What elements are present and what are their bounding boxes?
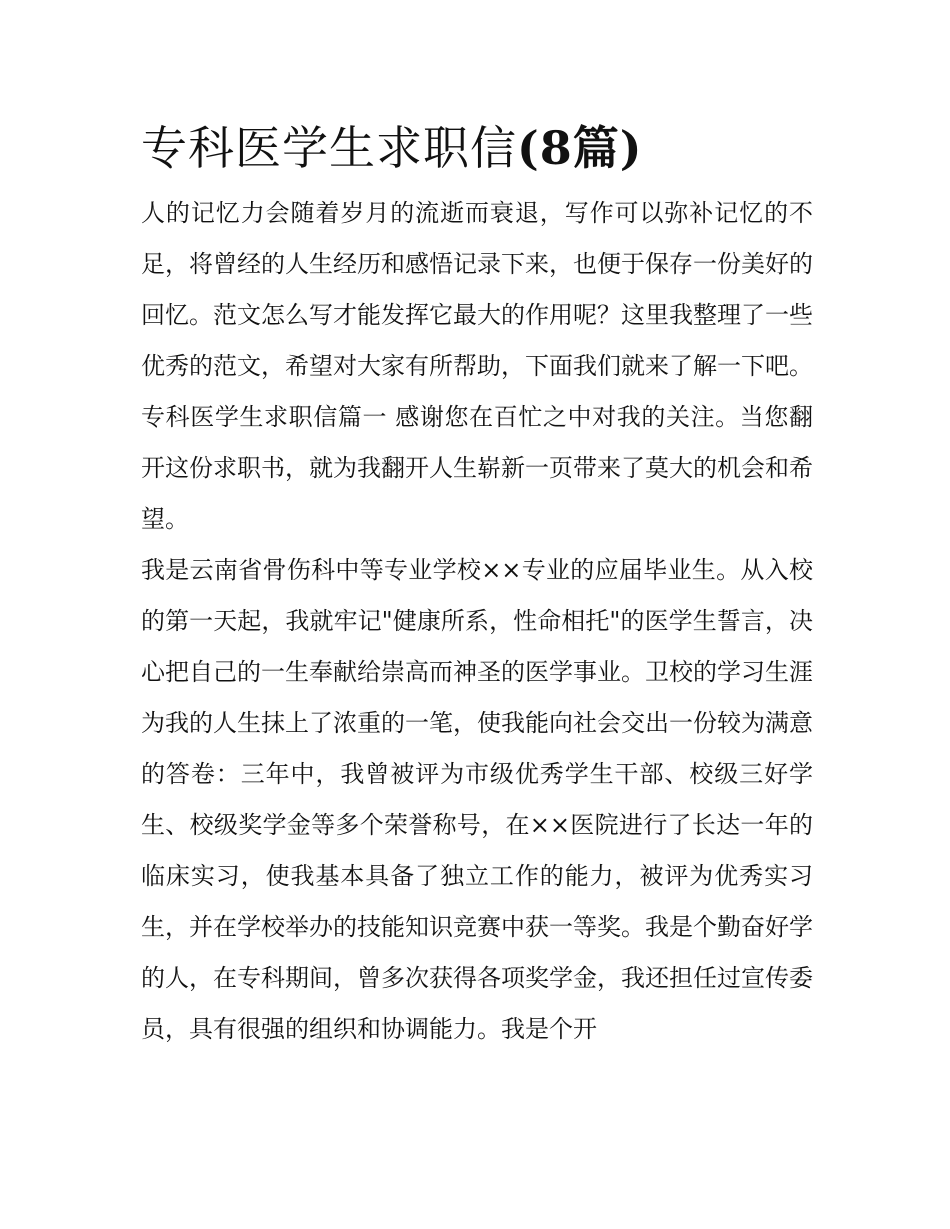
letter-body-paragraph: 我是云南省骨伤科中等专业学校××专业的应届毕业生。从入校的第一天起，我就牢记"健康所系，性命相托"的医学生誓言，决心把自己的一生奉献给崇高而神圣的医学事业。卫校的学习生涯为我的人生抹上了浓重的一笔，使我能向社会交出一份较为满意的答卷：三年中，我曾被评为市级优秀学生干部、校级三好学生、校级奖学金等多个荣誉称号，在××医院进行了长达一年的临床实习，使我基本具备了独立工作的能力，被评为优秀实习生，并在学校举办的技能知识竞赛中获一等奖。我是个勤奋好学的人，在专科期间，曾多次获得各项奖学金，我还担任过宣传委员，具有很强的组织和协调能力。我是个开 (141, 556, 813, 1043)
title-main: 专科医学生求职信 (141, 121, 517, 175)
document-title (141, 112, 813, 184)
letter-opening-paragraph: 专科医学生求职信篇一 感谢您在百忙之中对我的关注。当您翻开这份求职书，就为我翻开人生崭新一页带来了莫大的机会和希望。 (141, 403, 813, 533)
document-page (141, 112, 813, 1055)
title-suffix: (8篇) (517, 121, 643, 175)
intro-paragraph: 人的记忆力会随着岁月的流逝而衰退，写作可以弥补记忆的不足，将曾经的人生经历和感悟记录下来，也便于保存一份美好的回忆。范文怎么写才能发挥它最大的作用呢？这里我整理了一些优秀的范文，希望对大家有所帮助，下面我们就来了解一下吧。 (141, 199, 813, 380)
